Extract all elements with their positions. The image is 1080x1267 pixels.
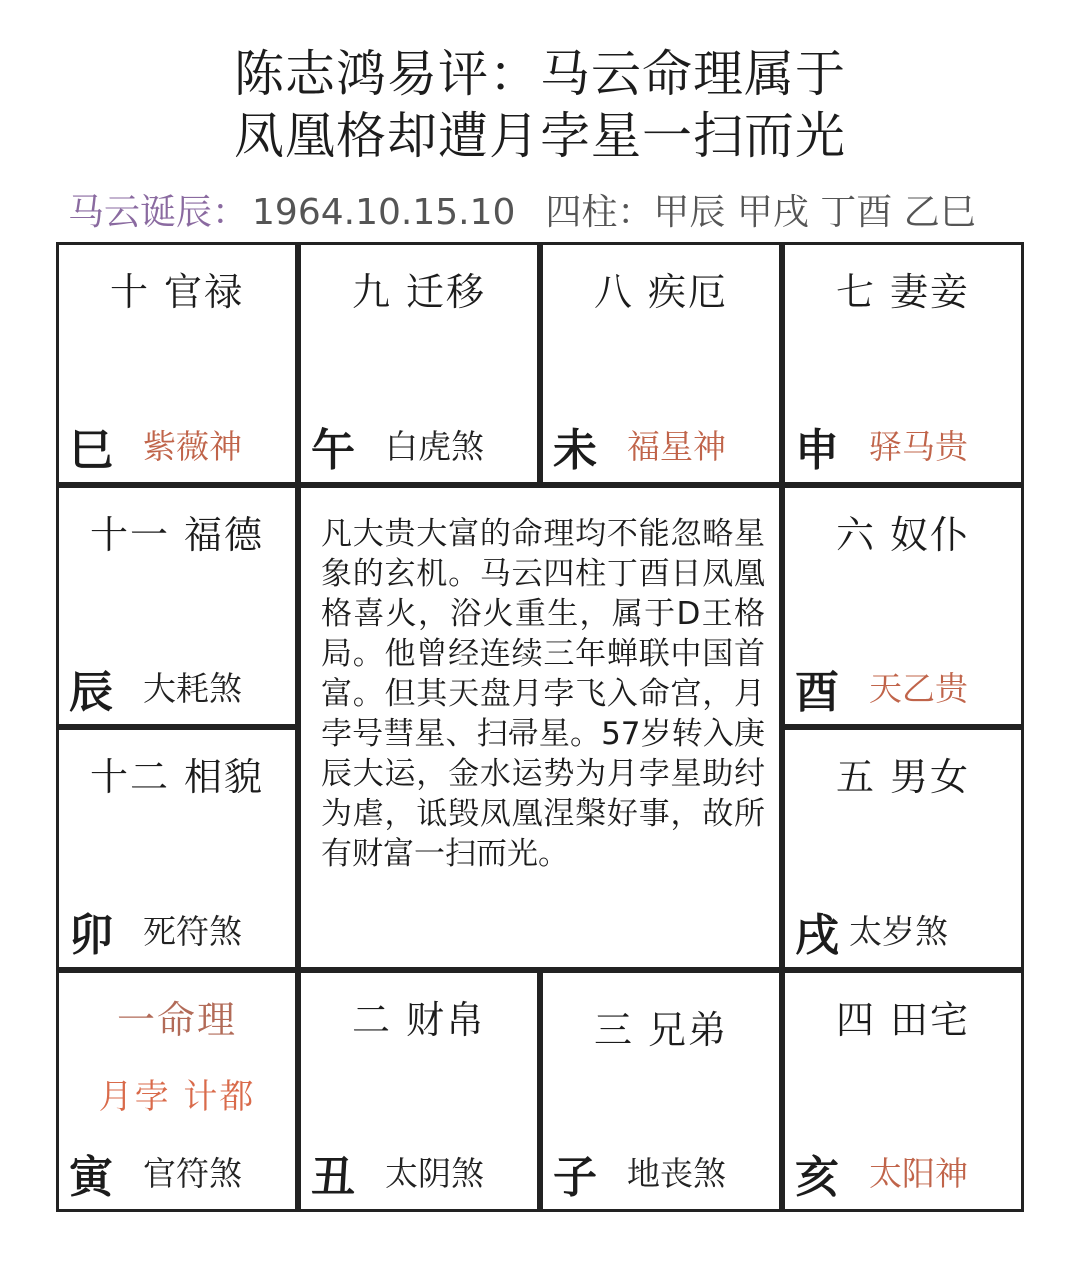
- palace-name: 十二 相貌: [89, 755, 265, 799]
- palace-name: 八 疾厄: [593, 270, 729, 314]
- birth-info: [68, 184, 976, 235]
- palace-name: 十 官禄: [109, 270, 245, 314]
- star-label: 驿马贵: [869, 426, 968, 466]
- earthly-branch: 丑: [311, 1152, 355, 1203]
- palace-name: 四 田宅: [835, 997, 971, 1042]
- earthly-branch: 子: [553, 1152, 597, 1203]
- four-pillars: 甲辰 甲戌 丁酉 乙巳: [653, 192, 976, 233]
- star-label: 太阴煞: [385, 1154, 484, 1193]
- earthly-branch: 辰: [69, 667, 113, 718]
- palace-yin: [56, 970, 298, 1213]
- star-label: 白虎煞: [385, 426, 484, 466]
- palace-chou: [298, 970, 540, 1213]
- title-line-1: 陈志鸿易评：马云命理属于: [234, 45, 846, 103]
- earthly-branch: 寅: [69, 1152, 113, 1203]
- birth-label: 马云诞辰：: [68, 192, 249, 233]
- palace-name: 十一 福德: [89, 512, 265, 557]
- earthly-branch: 亥: [795, 1152, 839, 1203]
- earthly-branch: 未: [553, 424, 597, 476]
- earthly-branch: 戌: [795, 909, 839, 961]
- ming-palace-stars: 月孛 计都: [98, 1076, 256, 1117]
- palace-chen: [56, 485, 298, 728]
- pillars-label: 四柱：: [545, 192, 654, 233]
- title-line-2: 凤凰格却遭月孛星一扫而光: [234, 107, 846, 165]
- earthly-branch: 申: [795, 424, 839, 476]
- earthly-branch: 午: [311, 424, 355, 476]
- star-label: 太岁煞: [849, 911, 948, 951]
- palace-zi: [540, 970, 782, 1213]
- earthly-branch: 酉: [795, 667, 839, 718]
- earthly-branch: 巳: [69, 424, 113, 476]
- palace-name: 五 男女: [835, 755, 971, 799]
- star-label: 地丧煞: [627, 1154, 726, 1193]
- palace-xu: [782, 727, 1024, 970]
- palace-name: 一命理: [116, 997, 237, 1042]
- star-label: 紫薇神: [143, 426, 242, 466]
- palace-name: 七 妻妾: [835, 270, 971, 314]
- palace-name: 二 财帛: [351, 997, 487, 1042]
- star-label: 死符煞: [143, 911, 242, 951]
- earthly-branch: 卯: [69, 909, 113, 961]
- palace-name: 六 奴仆: [835, 512, 971, 557]
- star-label: 大耗煞: [143, 669, 242, 708]
- palace-name: 三 兄弟: [593, 1007, 729, 1052]
- birth-date: 1964.10.15.10: [252, 192, 516, 233]
- palace-name: 九 迁移: [351, 270, 487, 314]
- palace-wu: [298, 242, 540, 485]
- palace-mao: [56, 727, 298, 970]
- commentary-box: [298, 485, 782, 970]
- palace-wei: [540, 242, 782, 485]
- palace-si: [56, 242, 298, 485]
- star-label: 福星神: [627, 426, 726, 466]
- palace-hai: [782, 970, 1024, 1213]
- astrology-chart: [56, 242, 1024, 1212]
- palace-shen: [782, 242, 1024, 485]
- star-label: 天乙贵: [869, 669, 968, 708]
- palace-you: [782, 485, 1024, 728]
- star-label: 官符煞: [143, 1154, 242, 1193]
- commentary-text: 凡大贵大富的命理均不能忽略星象的玄机。马云四柱丁酉日凤凰格喜火，浴火重生，属于D王格局。他曾经连续三年蝉联中国首富。但其天盘月孛飞入命宫，月孛号彗星、扫帚星。57岁转入庚辰大运，金水运势为月孛星助纣为虐，诋毁凤凰涅槃好事，故所有财富一扫而光。: [321, 515, 765, 872]
- star-label: 太阳神: [869, 1154, 968, 1193]
